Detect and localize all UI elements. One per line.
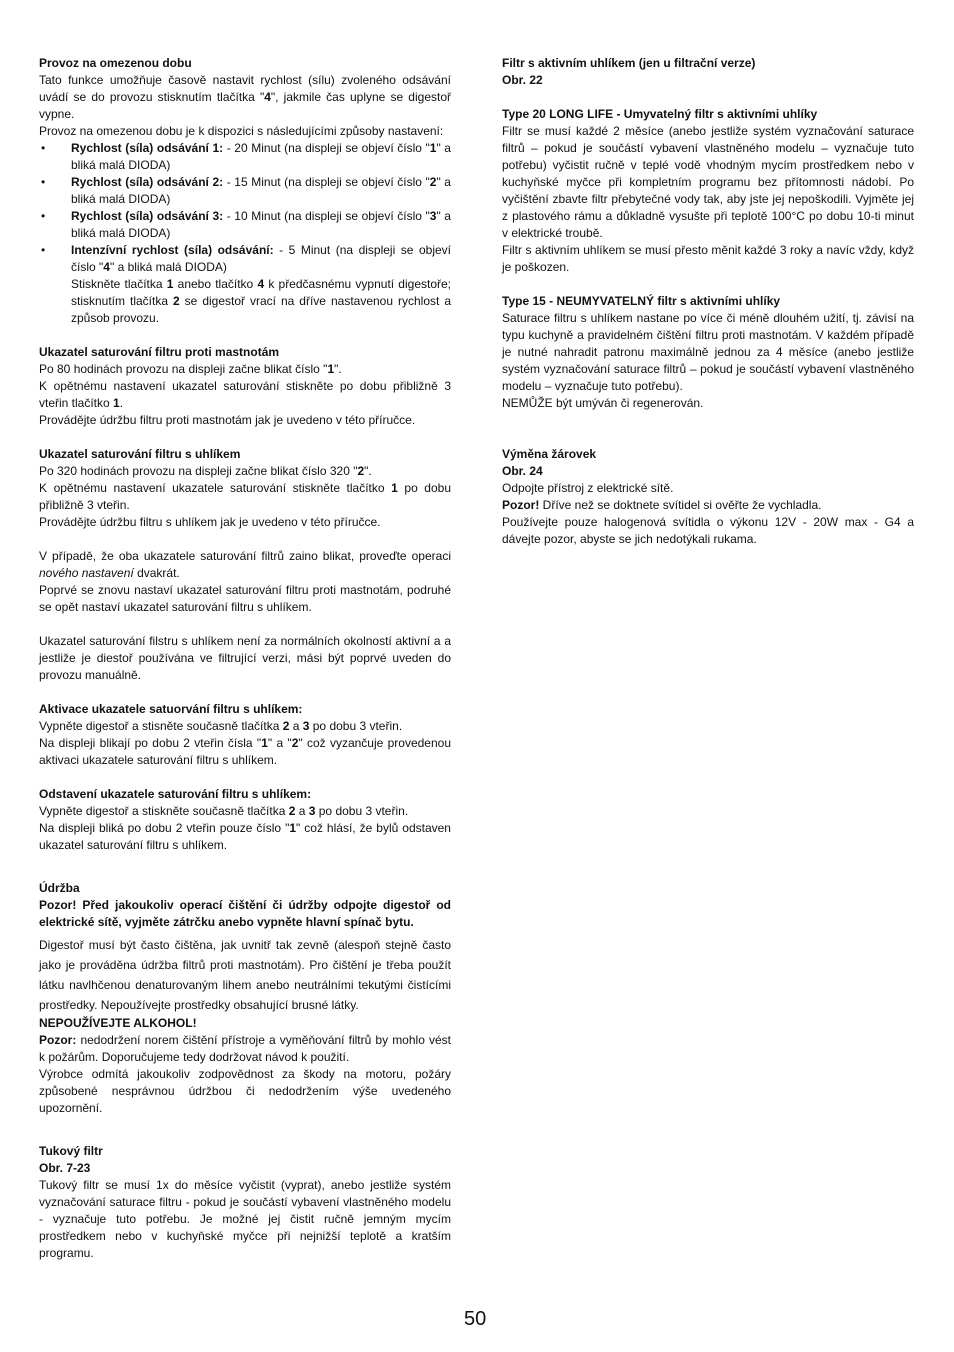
- paragraph: Tukový filtr se musí 1x do měsíce vyčistit (vyprat), anebo jestliže systém vyznačování saturace filtru - pokud je součástí vybavení vlastněného modelu - vyznačuje tuto potřebu. Je možné jej čistit ručně jemným mycím prostředkem nebo v kuchyňské myčce při nejnižší teplotě a kratším programu.: [39, 1178, 451, 1260]
- paragraph: Po 320 hodinách provozu na displeji začne blikat číslo 320 "2".: [39, 464, 372, 478]
- paragraph: Vypněte digestoř a stisněte současně tlačítka 2 a 3 po dobu 3 vteřin.: [39, 719, 403, 733]
- paragraph: Pozor! Dříve než se doktnete svítidel si ověřte že vychladla.: [502, 498, 822, 512]
- heading-deactivation: Odstavení ukazatele saturování filtru s uhlíkem:: [39, 787, 312, 801]
- no-alcohol-warning: NEPOUŽÍVEJTE ALKOHOL!: [39, 1016, 197, 1030]
- paragraph: Odpojte přístroj z elektrické sítě.: [502, 481, 674, 495]
- left-column: [39, 55, 451, 1262]
- paragraph: Pozor: nedodržení norem čištění přístroje a vyměňování filtrů by mohlo vést k požárům. Doporučujeme tedy dodržovat návod k použití.: [39, 1033, 451, 1064]
- heading-type-20: Type 20 LONG LIFE - Umyvatelný filtr s aktivními uhlíky: [502, 107, 818, 121]
- paragraph: Filtr se musí každé 2 měsíce (anebo jestliže systém vyznačování saturace filtrů – pokud je součástí vybavení vlastněného modelu – vyznačuje tuto potřebu) vyčistit ručně v teplé vodě vhodným mycím prostředkem nebo v kuchyňské myčce při kompletním programu bez přítomnosti nádobí. Po vyčištění zbavte filtr přebytečné vody tak, aby jste jej nepoškodili. Vyjměte jej z plastového rámu a důkladně vysušte při teplotě 100°C po dobu 10-ti minut v elektrické troubě.: [502, 124, 914, 240]
- paragraph: Digestoř musí být často čištěna, jak uvnitř tak zevně (alespoň stejně často jako je prováděna údržba filtrů proti mastnotám). Pro čištění je třeba použít látku navlhčenou denaturovaným lihem anebo neutrálními tekutými čistícími prostředky. Nepoužívejte prostředky obsahující brusné látky.: [39, 938, 451, 1012]
- maintenance-warning: Pozor! Před jakoukoliv operací čištění či údržby odpojte digestoř od elektrické sítě, vyjměte zátrčku anebo vypněte hlavní spínač bytu.: [39, 898, 451, 929]
- heading-maintenance: Údržba: [39, 881, 80, 895]
- paragraph: K opětnému nastavení ukazatele saturování stiskněte tlačítko 1 po dobu přibližně 3 vteřin.: [39, 481, 451, 512]
- paragraph: Saturace filtru s uhlíkem nastane po více či méně dlouhém užití, tj. závisí na typu kuchyně a pravidelném čištění filtru proti mastnotám. V každém případě je nutné nahradit patronu maximálně jednou za 4 měsíce (anebo jestliže systém vyznačování saturace filtrů – pokud je součástí vybavení vlastněného modelu – vyznačuje tuto potřebu).: [502, 311, 914, 393]
- paragraph: V případě, že oba ukazatele saturování filtrů zaino blikat, proveďte operaci nového nastavení dvakrát.: [39, 549, 451, 580]
- heading-timed-operation: Provoz na omezenou dobu: [39, 56, 192, 70]
- heading-carbon-filter-indicator: Ukazatel saturování filtru s uhlíkem: [39, 447, 241, 461]
- heading-bulb-replacement: Výměna žárovek: [502, 447, 597, 461]
- paragraph: Po 80 hodinách provozu na displeji začne blikat číslo "1".: [39, 362, 342, 376]
- paragraph: Provoz na omezenou dobu je k dispozici s následujícími způsoby nastavení:: [39, 124, 444, 138]
- list-item: • Rychlost (síla) odsávání 1: - 20 Minut (na displeji se objeví číslo "1" a bliká malá DIODA): [39, 140, 451, 174]
- heading-activation: Aktivace ukazatele satuorvání filtru s uhlíkem:: [39, 702, 303, 716]
- paragraph: Používejte pouze halogenová svítidla o výkonu 12V - 20W max - G4 a dávejte pozor, abyste se jich nedotýkali rukama.: [502, 515, 914, 546]
- paragraph: Výrobce odmítá jakoukoliv zodpovědnost za škody na motoru, požáry způsobené nesprávnou údržbou či nedodržením výše uvedeného upozornění.: [39, 1067, 451, 1115]
- list-item: • Intenzívní rychlost (síla) odsávání: - 5 Minut (na displeji se objeví číslo "4" a bliká malá DIODA): [39, 242, 451, 276]
- paragraph: Poprvé se znovu nastaví ukazatel saturování filtru proti mastnotám, podruhé se opět nastaví ukazatel saturování filtru s uhlíkem.: [39, 583, 451, 614]
- speed-list: [39, 140, 451, 276]
- page-number: 50: [464, 1308, 487, 1330]
- right-column: [502, 55, 914, 548]
- heading-type-15: Type 15 - NEUMYVATELNÝ filtr s aktivními uhlíky: [502, 294, 781, 308]
- paragraph: Provádějte údržbu filtru proti mastnotám jak je uvedeno v této příručce.: [39, 413, 416, 427]
- paragraph: NEMŮŽE být umýván či regenerován.: [502, 396, 704, 410]
- figure-reference: Obr. 7-23: [39, 1161, 91, 1175]
- paragraph: Vypněte digestoř a stiskněte současně tlačítka 2 a 3 po dobu 3 vteřin.: [39, 804, 409, 818]
- heading-carbon-filter: Filtr s aktivním uhlíkem (jen u filtrační verze): [502, 56, 756, 70]
- list-item: • Rychlost (síla) odsávání 3: - 10 Minut (na displeji se objeví číslo "3" a bliká malá DIODA): [39, 208, 451, 242]
- list-item: • Rychlost (síla) odsávání 2: - 15 Minut (na displeji se objeví číslo "2" a bliká malá DIODA): [39, 174, 451, 208]
- figure-reference: Obr. 24: [502, 464, 543, 478]
- paragraph: Tato funkce umožňuje časově nastavit rychlost (sílu) zvoleného odsávání uvádí se do provozu stisknutím tlačítka "4", jakmile čas uplyne se digestoř vypne.: [39, 73, 451, 121]
- paragraph: K opětnému nastavení ukazatel saturování stiskněte po dobu přibližně 3 vteřin tlačítko 1.: [39, 379, 451, 410]
- figure-reference: Obr. 22: [502, 73, 543, 87]
- heading-grease-filter: Tukový filtr: [39, 1144, 103, 1158]
- paragraph: Na displeji blikají po dobu 2 vteřin čísla "1" a "2" což vyzančuje provedenou aktivaci ukazatele saturování filtru s uhlíkem.: [39, 736, 452, 767]
- paragraph: Filtr s aktivním uhlíkem se musí přesto měnit každé 3 roky a navíc vždy, když je poškozen.: [502, 243, 914, 274]
- heading-grease-filter-indicator: Ukazatel saturování filtru proti mastnotám: [39, 345, 280, 359]
- paragraph: Provádějte údržbu filtru s uhlíkem jak je uvedeno v této příručce.: [39, 515, 381, 529]
- paragraph: Stiskněte tlačítka 1 anebo tlačítko 4 k předčasnému vypnutí digestoře; stisknutím tlačítka 2 se digestoř vrací na dříve nastavenou rychlost a způsob provozu.: [71, 277, 452, 325]
- paragraph: Ukazatel saturování filstru s uhlíkem není za normálních okolností aktivní a a jestliže je diestoř používána ve filtrující verzi, mási být poprvé uveden do provozu manuálně.: [39, 634, 451, 682]
- paragraph: Na displeji bliká po dobu 2 vteřin pouze číslo "1" což hlásí, že bylů odstaven ukazatel saturování filtru s uhlíkem.: [39, 821, 451, 852]
